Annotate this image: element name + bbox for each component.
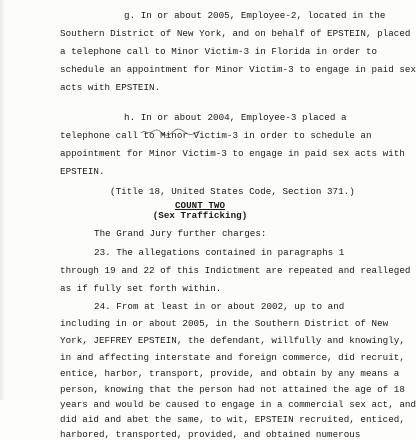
para-24-line-3: York, JEFFREY EPSTEIN, the defendant, willfully and knowingly, — [60, 335, 405, 346]
grand-jury-charges: The Grand Jury further charges: — [94, 228, 267, 239]
para-24-line-9: harbored, transported, provided, and obtained numerous — [60, 429, 361, 440]
para-g-line-2: Southern District of New York, and on behalf of EPSTEIN, placed — [60, 28, 411, 39]
para-23-line-2: through 19 and 22 of this Indictment are repeated and realleged — [60, 265, 411, 276]
count-subheading: (Sex Trafficking) — [152, 210, 248, 221]
para-h-line-3: appointment for Minor Victim-3 to engage in paid sex acts with — [60, 148, 405, 159]
para-23-line-3: as if fully set forth within. — [60, 283, 222, 294]
para-h-line-2: telephone call to Minor Victim-3 in order to schedule an — [60, 130, 372, 141]
para-g-line-5: acts with EPSTEIN. — [60, 82, 161, 93]
statute-citation: (Title 18, United States Code, Section 371.) — [110, 186, 355, 197]
para-24-line-2: including in or about 2005, in the Southern District of New — [60, 318, 389, 329]
para-g-line-1: g. In or about 2005, Employee-2, located in the — [124, 10, 386, 21]
para-24-line-1: 24. From at least in or about 2002, up to and — [94, 301, 345, 312]
para-24-line-4: in and affecting interstate and foreign commerce, did recruit, — [60, 352, 405, 363]
para-24-line-7: years and would be caused to engage in a commercial sex act, and — [60, 399, 416, 410]
count-heading: COUNT TWO — [174, 200, 226, 211]
para-h-line-4: EPSTEIN. — [60, 166, 105, 177]
para-24-line-6: person, knowing that the person had not attained the age of 18 — [60, 384, 405, 395]
para-g-line-3: a telephone call to Minor Victim-3 in Florida in order to — [60, 46, 378, 57]
para-h-line-1: h. In or about 2004, Employee-3 placed a — [124, 112, 347, 123]
para-23-line-1: 23. The allegations contained in paragraphs 1 — [94, 247, 345, 258]
para-24-line-8: did aid and abet the same, to wit, EPSTEIN recruited, enticed, — [60, 414, 405, 425]
para-24-line-5: entice, harbor, transport, provide, and obtain by any means a — [60, 368, 400, 379]
para-g-line-4: schedule an appointment for Minor Victim-3 to engage in paid sex — [60, 64, 416, 75]
